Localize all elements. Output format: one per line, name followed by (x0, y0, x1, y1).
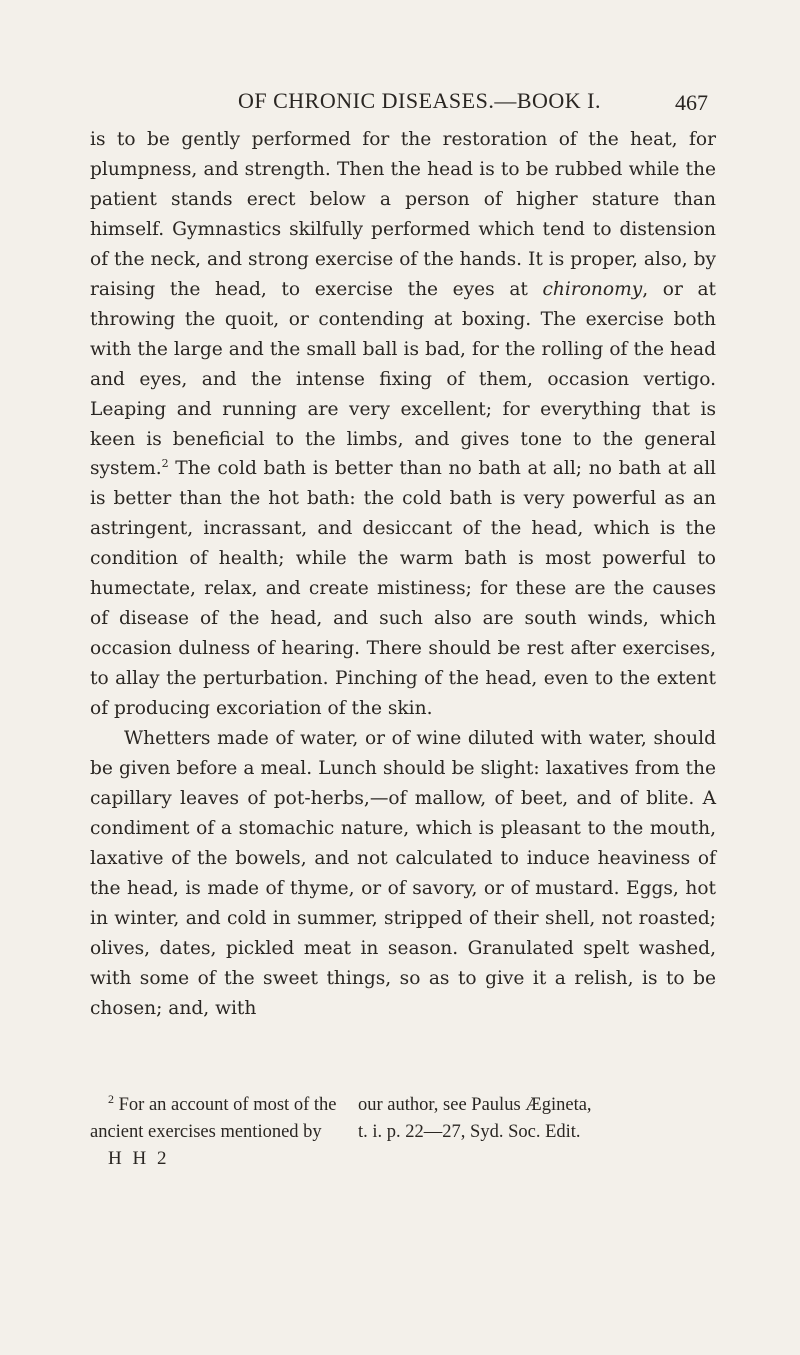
signature-mark: H H 2 (108, 1148, 170, 1169)
page-number: 467 (675, 90, 708, 115)
running-title: OF CHRONIC DISEASES.—BOOK I. (238, 88, 601, 113)
body-text (90, 125, 716, 1024)
footnote (90, 1092, 716, 1146)
italic-term: chironomy (542, 278, 643, 300)
paragraph-1-text-b: , or at throwing the quoit, or contending at boxing. The exercise both with the large and the small ball is bad, for the rolling of the head and eyes, and the intense fixing of them, occasion vertigo. Leaping and running are very excellent; for everything that is keen is beneficial to the limbs, and gives tone to the general system. (90, 278, 716, 480)
paragraph-1-text-a: is to be gently performed for the restoration of the heat, for plumpness, and strength. Then the head is to be rubbed while the patient stands erect below a person of higher stature than himself. Gymnastics skilfully performed which tend to distension of the neck, and strong exercise of the hands. It is proper, also, by raising the head, to exercise the eyes at (90, 129, 716, 300)
footnote-mark: 2 (108, 1091, 114, 1106)
paragraph-1-text-c: The cold bath is better than no bath at all; no bath at all is better than the hot bath: the cold bath is very powerful as an astringent, incrassant, and desiccant of the head, which is the condition of health; while the warm bath is most powerful to humectate, relax, and create mistiness; for these are the causes of disease of the head, and such also are south winds, which occasion dulness of hearing. There should be rest after exercises, to allay the perturbation. Pinching of the head, even to the extent of producing excoriation of the skin. (90, 458, 716, 720)
footnote-line-1 (90, 1092, 716, 1119)
footnote-line-1-left: For an account of most of the (118, 1095, 337, 1115)
running-head (238, 88, 708, 124)
footnote-line-2-left: ancient exercises mentioned by (90, 1122, 322, 1142)
paragraph-2: Whetters made of water, or of wine diluted with water, should be given before a meal. Lunch should be slight: laxatives from the capillary leaves of pot-herbs,—of mallow, of beet, and of blite. A condiment of a stomachic nature, which is pleasant to the mouth, laxative of the bowels, and not calculated to induce heaviness of the head, is made of thyme, or of savory, or of mustard. Eggs, hot in winter, and cold in summer, stripped of their shell, not roasted; olives, dates, pickled meat in season. Granulated spelt washed, with some of the sweet things, so as to give it a relish, is to be chosen; and, with (90, 728, 716, 1019)
footnote-line-2 (90, 1119, 716, 1146)
footnote-line-2-right: t. i. p. 22—27, Syd. Soc. Edit. (358, 1122, 581, 1142)
footnote-reference[interactable]: 2 (161, 457, 169, 471)
paragraph-1 (90, 125, 716, 724)
footnote-line-1-right: our author, see Paulus Ægineta, (358, 1095, 592, 1115)
